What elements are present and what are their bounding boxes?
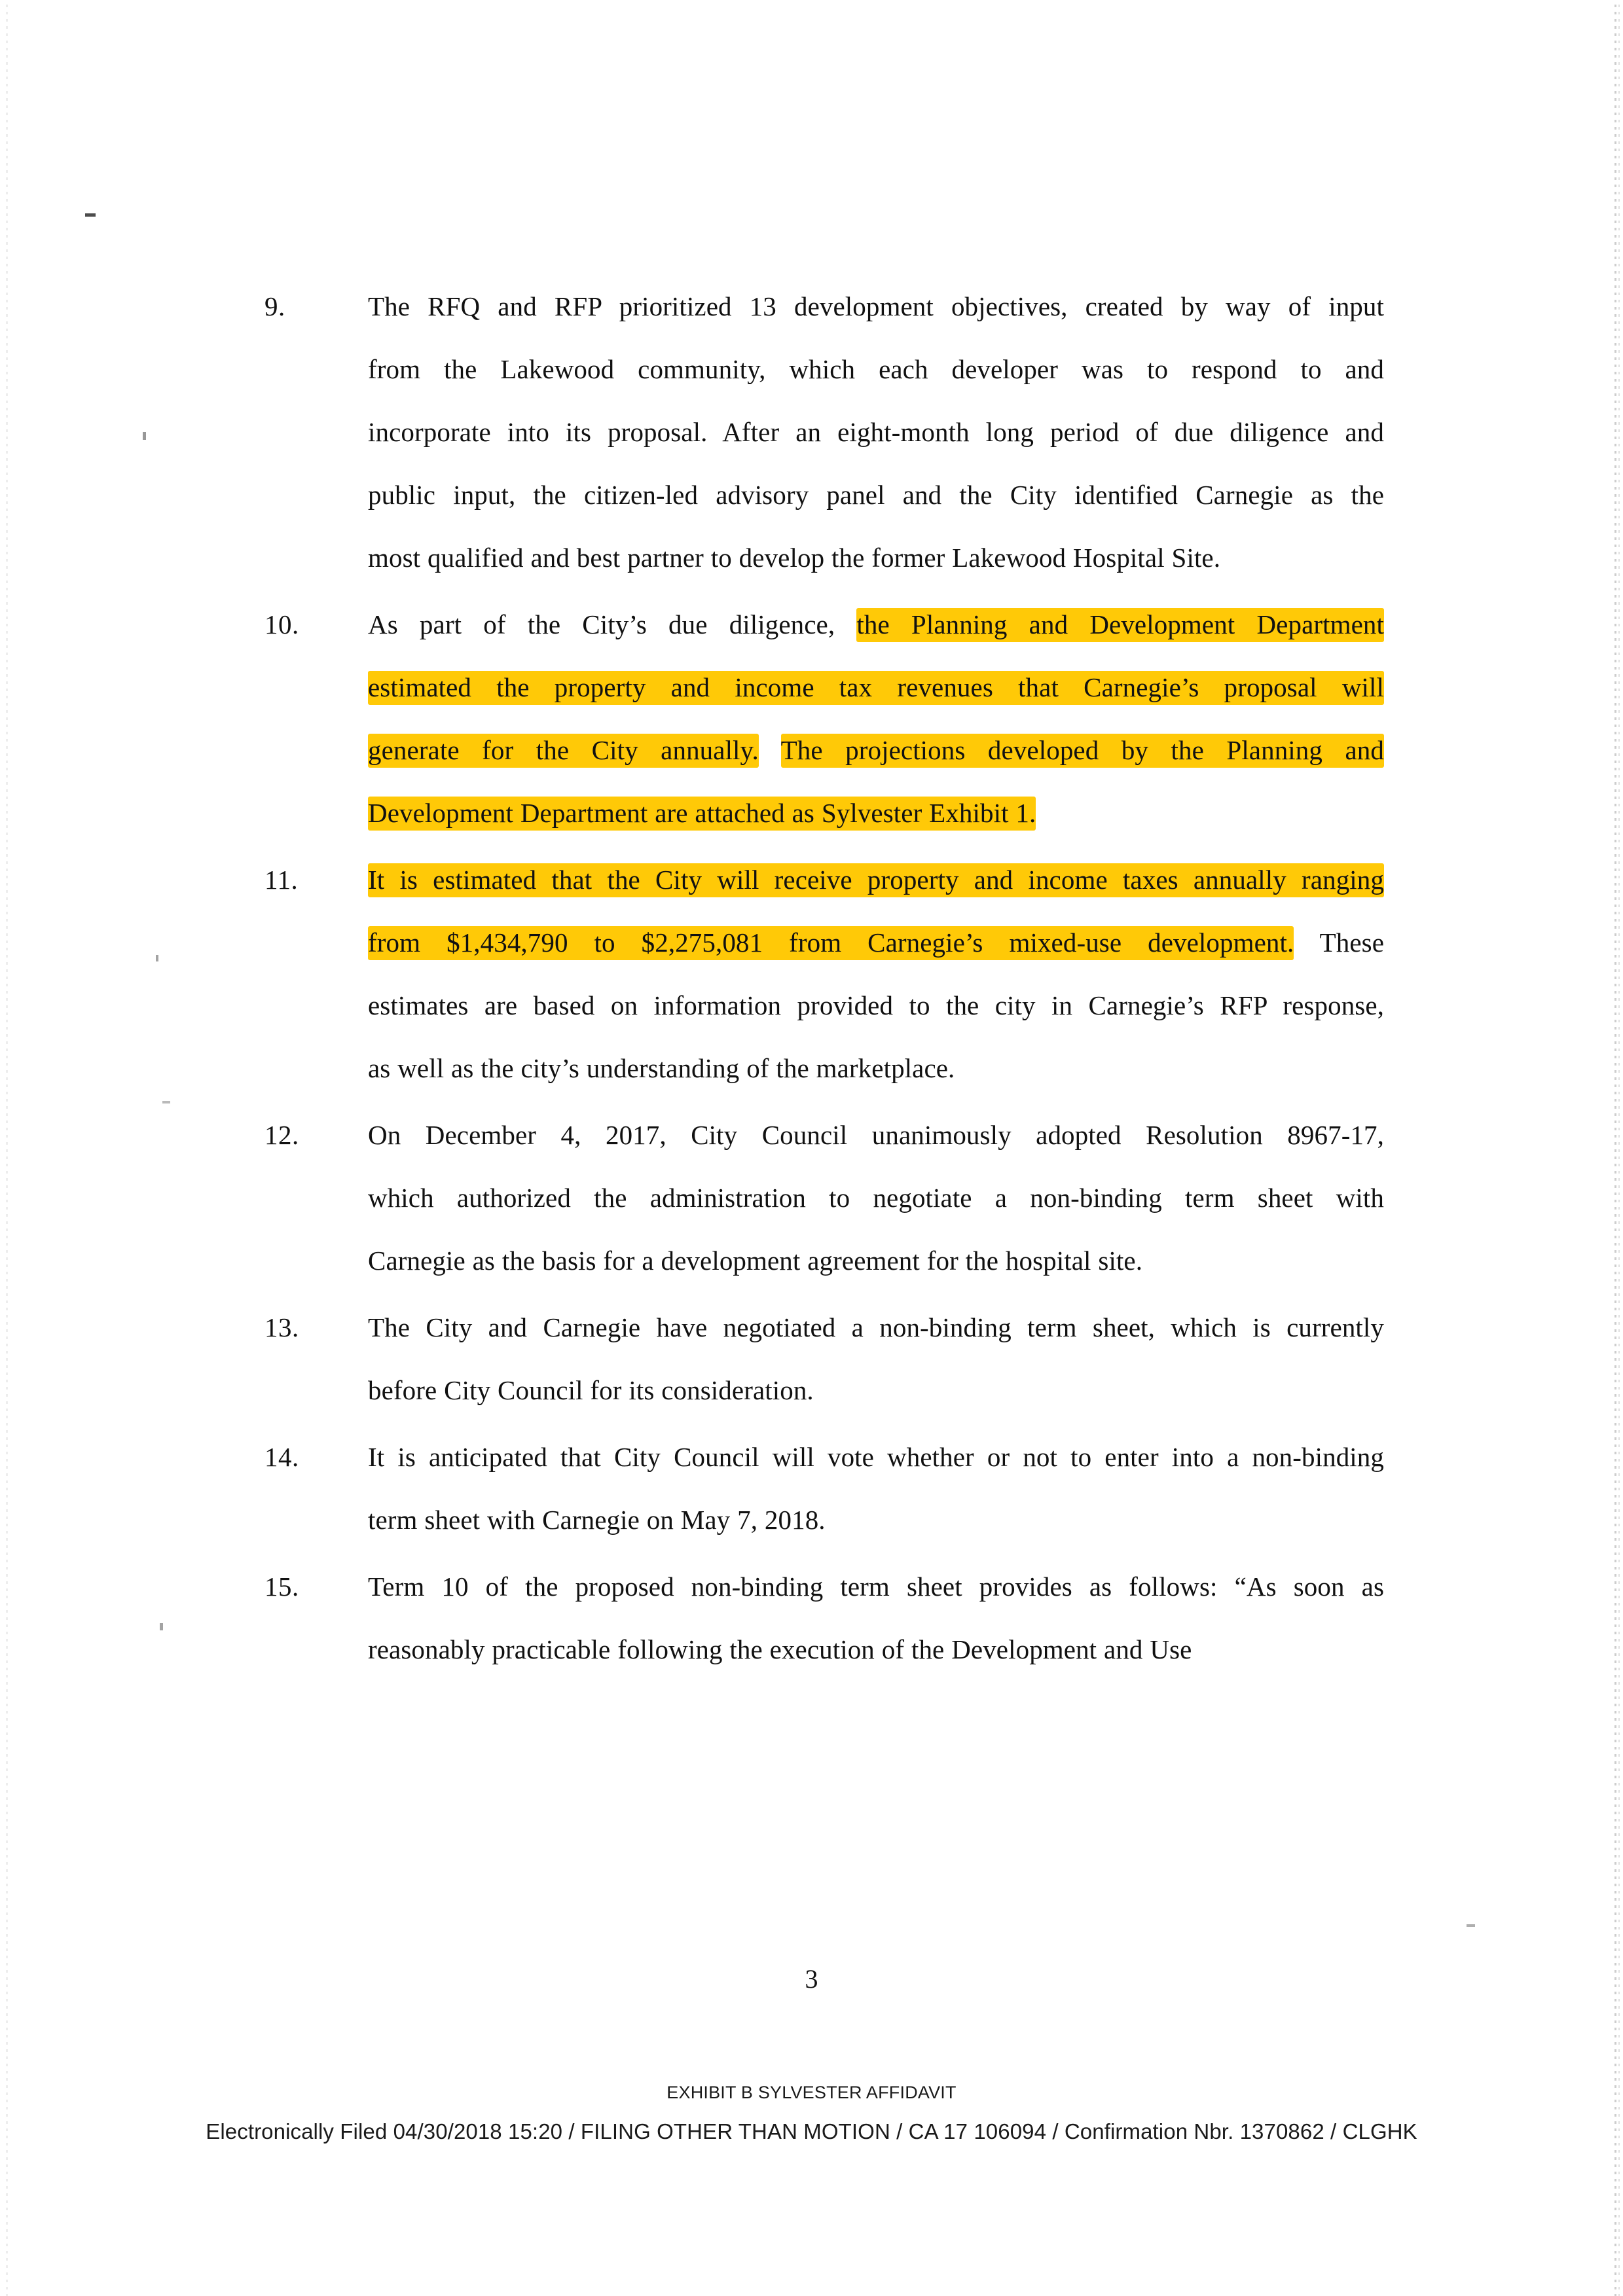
plain-text: As part of the City’s due diligence, bbox=[368, 609, 857, 639]
plain-text: These bbox=[1294, 927, 1384, 958]
scan-edge-artifact-right bbox=[1614, 0, 1616, 2296]
plain-text: Term 10 of the proposed non-binding term sheet provides as follows: “As soon as bbox=[368, 1571, 1384, 1602]
plain-text: which authorized the administration to negotiate a non-binding term sheet with bbox=[368, 1183, 1384, 1213]
plain-text: term sheet with Carnegie on May 7, 2018. bbox=[368, 1505, 826, 1535]
numbered-paragraph-list bbox=[264, 275, 1384, 1685]
plain-text: estimates are based on information provided to the city in Carnegie’s RFP response, bbox=[368, 990, 1384, 1020]
plain-text: incorporate into its proposal. After an eight-month long period of due diligence and bbox=[368, 417, 1384, 447]
paragraph-line bbox=[368, 1618, 1384, 1681]
plain-text: reasonably practicable following the execution of the Development and Use bbox=[368, 1634, 1192, 1664]
numbered-paragraph bbox=[264, 1555, 1384, 1681]
paragraph-line bbox=[368, 911, 1384, 974]
paragraph-number: 11. bbox=[264, 865, 299, 895]
paragraph-line bbox=[368, 593, 1384, 656]
numbered-paragraph bbox=[264, 1296, 1384, 1422]
numbered-paragraph bbox=[264, 593, 1384, 844]
plain-text bbox=[759, 735, 781, 765]
paragraph-line bbox=[368, 1488, 1384, 1551]
paragraph-line bbox=[368, 1103, 1384, 1166]
numbered-paragraph bbox=[264, 275, 1384, 589]
plain-text: Carnegie as the basis for a development agreement for the hospital site. bbox=[368, 1246, 1143, 1276]
scan-edge-artifact-left bbox=[6, 0, 8, 2296]
paragraph-body bbox=[368, 1426, 1384, 1551]
paragraph-line bbox=[368, 1229, 1384, 1292]
paragraph-line bbox=[368, 1426, 1384, 1488]
scan-edge-artifact-right-secondary bbox=[1618, 0, 1620, 2296]
plain-text: It is anticipated that City Council will vote whether or not to enter into a non-binding bbox=[368, 1442, 1384, 1472]
plain-text: as well as the city’s understanding of the marketplace. bbox=[368, 1053, 955, 1083]
scan-speck bbox=[1467, 1924, 1475, 1927]
plain-text: On December 4, 2017, City Council unanimously adopted Resolution 8967-17, bbox=[368, 1120, 1384, 1150]
numbered-paragraph bbox=[264, 1103, 1384, 1292]
electronic-filing-stamp: Electronically Filed 04/30/2018 15:20 / FILING OTHER THAN MOTION / CA 17 106094 / Confirmation Nbr. 1370862 / CLGHK bbox=[206, 2119, 1417, 2144]
highlighted-text: the Planning and Development Department bbox=[856, 608, 1384, 642]
paragraph-number: 10. bbox=[264, 609, 299, 639]
paragraph-line bbox=[368, 1296, 1384, 1359]
numbered-paragraph bbox=[264, 848, 1384, 1100]
paragraph-number: 15. bbox=[264, 1571, 299, 1602]
paragraph-number: 13. bbox=[264, 1312, 299, 1342]
paragraph-line bbox=[368, 401, 1384, 463]
paragraph-line bbox=[368, 656, 1384, 719]
paragraph-body bbox=[368, 593, 1384, 844]
highlighted-text: estimated the property and income tax revenues that Carnegie’s proposal will bbox=[368, 671, 1384, 705]
paragraph-line bbox=[368, 1555, 1384, 1618]
scan-speck bbox=[143, 432, 146, 440]
paragraph-line bbox=[368, 719, 1384, 781]
paragraph-number: 9. bbox=[264, 291, 285, 321]
highlighted-text: generate for the City annually. bbox=[368, 734, 759, 768]
scan-speck bbox=[162, 1101, 170, 1103]
paragraph-line bbox=[368, 1166, 1384, 1229]
highlighted-text: Development Department are attached as Sylvester Exhibit 1. bbox=[368, 797, 1036, 831]
paragraph-line bbox=[368, 275, 1384, 338]
paragraph-body bbox=[368, 848, 1384, 1100]
numbered-paragraph bbox=[264, 1426, 1384, 1551]
paragraph-line bbox=[368, 781, 1384, 844]
plain-text: before City Council for its consideration. bbox=[368, 1375, 814, 1405]
plain-text: public input, the citizen-led advisory panel and the City identified Carnegie as the bbox=[368, 480, 1384, 510]
plain-text: from the Lakewood community, which each developer was to respond to and bbox=[368, 354, 1384, 384]
paragraph-line bbox=[368, 338, 1384, 401]
paragraph-line bbox=[368, 848, 1384, 911]
page-number: 3 bbox=[805, 1964, 818, 1994]
paragraph-line bbox=[368, 974, 1384, 1037]
exhibit-stamp: EXHIBIT B SYLVESTER AFFIDAVIT bbox=[666, 2083, 957, 2102]
paragraph-line bbox=[368, 1037, 1384, 1100]
paragraph-number: 12. bbox=[264, 1120, 299, 1150]
paragraph-line bbox=[368, 463, 1384, 526]
paragraph-line bbox=[368, 526, 1384, 589]
plain-text: most qualified and best partner to develop the former Lakewood Hospital Site. bbox=[368, 543, 1221, 573]
paragraph-body bbox=[368, 275, 1384, 589]
paragraph-number: 14. bbox=[264, 1442, 299, 1472]
scan-speck bbox=[85, 213, 96, 217]
scan-speck bbox=[156, 955, 158, 961]
highlighted-text: The projections developed by the Planning and bbox=[781, 734, 1384, 768]
paragraph-body bbox=[368, 1103, 1384, 1292]
paragraph-body bbox=[368, 1555, 1384, 1681]
paragraph-body bbox=[368, 1296, 1384, 1422]
plain-text: The RFQ and RFP prioritized 13 development objectives, created by way of input bbox=[368, 291, 1384, 321]
highlighted-text: It is estimated that the City will receive property and income taxes annually ranging bbox=[368, 863, 1384, 897]
plain-text: The City and Carnegie have negotiated a non-binding term sheet, which is currently bbox=[368, 1312, 1384, 1342]
scan-speck bbox=[160, 1623, 163, 1630]
paragraph-line bbox=[368, 1359, 1384, 1422]
highlighted-text: from $1,434,790 to $2,275,081 from Carnegie’s mixed-use development. bbox=[368, 926, 1294, 960]
